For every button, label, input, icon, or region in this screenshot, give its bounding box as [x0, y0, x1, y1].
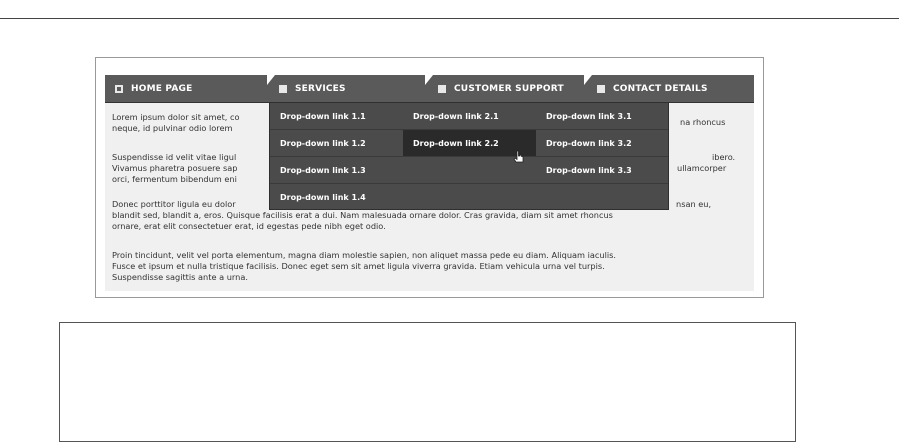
menu-item-contact-details[interactable]: [587, 75, 754, 102]
empty-caption-box: [59, 322, 796, 442]
dropdown-link[interactable]: Drop-down link 2.1: [413, 111, 499, 121]
dropdown-link[interactable]: Drop-down link 3.3: [546, 165, 632, 175]
paragraph-line: Suspendisse sagittis ante a urna.: [112, 272, 248, 282]
dropdown-link[interactable]: Drop-down link 3.2: [546, 138, 632, 148]
paragraph-line: Lorem ipsum dolor sit amet, co: [112, 112, 240, 122]
menu-item-label: SERVICES: [295, 83, 346, 94]
paragraph-line: Vivamus pharetra posuere sap: [112, 163, 238, 173]
paragraph-line: na rhoncus: [680, 117, 726, 127]
dropdown-row: [270, 157, 668, 184]
paragraph-line: Proin tincidunt, velit vel porta elementum, magna diam molestie sapien, non aliquet massa pede eu diam. Aliquam iaculis.: [112, 250, 617, 260]
dropdown-link[interactable]: Drop-down link 1.2: [280, 138, 366, 148]
menu-item-label: HOME PAGE: [131, 83, 193, 94]
home-icon: [115, 85, 123, 93]
paragraph-1: [112, 112, 240, 134]
paragraph-line: Suspendisse id velit vitae ligul: [112, 152, 237, 162]
square-icon: [279, 85, 287, 93]
menu-item-customer-support[interactable]: [428, 75, 588, 102]
dropdown-link[interactable]: Drop-down link 1.1: [280, 111, 366, 121]
paragraph-line: ornare, erat elit consectetuer erat, id egestas pede nibh eget odio.: [112, 221, 386, 231]
paragraph-line: Donec porttitor ligula eu dolor: [112, 199, 236, 209]
paragraph-4: [112, 250, 616, 283]
paragraph-line: blandit sed, blandit a, eros. Quisque facilisis erat a dui. Nam malesuada ornare dolor. Cras gravida, diam sit amet rhoncus: [112, 210, 613, 220]
dropdown-row: [270, 184, 668, 210]
paragraph-line: ullamcorper: [677, 163, 727, 173]
paragraph-3-right: [676, 199, 711, 210]
paragraph-3-cont: [112, 210, 613, 232]
menu-item-home-page[interactable]: [105, 75, 267, 102]
paragraph-1-right: [680, 117, 725, 128]
paragraph-line: neque, id pulvinar odio lorem: [112, 123, 233, 133]
paragraph-line: ibero.: [712, 152, 736, 162]
square-icon: [597, 85, 605, 93]
menu-item-label: CUSTOMER SUPPORT: [454, 83, 564, 94]
dropdown-row: [270, 130, 668, 157]
dropdown-link-active[interactable]: Drop-down link 2.2: [403, 130, 536, 156]
menu-item-services[interactable]: [269, 75, 429, 102]
paragraph-3: [112, 199, 236, 210]
dropdown-link[interactable]: Drop-down link 3.1: [546, 111, 632, 121]
hand-cursor-icon: [513, 150, 525, 164]
services-dropdown-menu: [269, 102, 669, 210]
dropdown-link[interactable]: Drop-down link 1.4: [280, 192, 366, 202]
main-menu-bar: [105, 75, 754, 103]
menu-item-label: CONTACT DETAILS: [613, 83, 708, 94]
dropdown-link[interactable]: Drop-down link 1.3: [280, 165, 366, 175]
paragraph-line: Fusce et ipsum et nulla tristique facilisis. Donec eget sem sit amet ligula viverra gravida. Etiam vehicula urna vel turpis.: [112, 261, 605, 271]
square-icon: [438, 85, 446, 93]
dropdown-row: [270, 103, 668, 130]
paragraph-line: orci, fermentum bibendum eni: [112, 174, 237, 184]
top-divider: [0, 18, 899, 19]
paragraph-2-right: [677, 152, 736, 174]
paragraph-line: nsan eu,: [676, 199, 712, 209]
paragraph-2: [112, 152, 237, 185]
